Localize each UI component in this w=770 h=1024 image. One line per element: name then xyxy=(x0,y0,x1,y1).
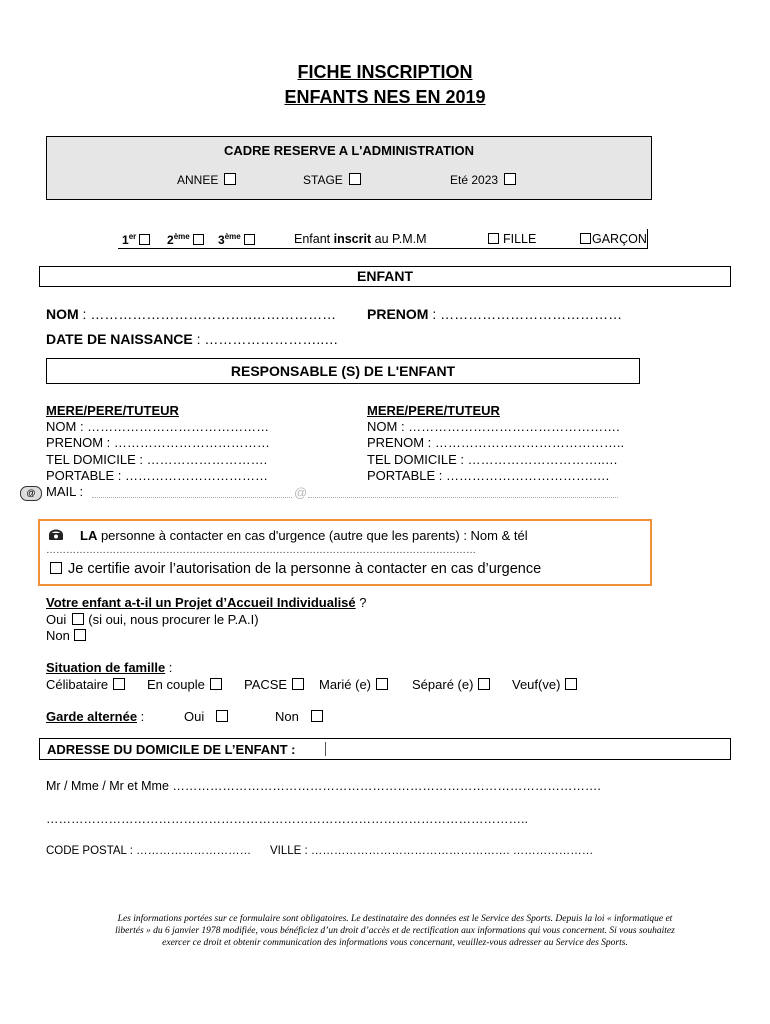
enfant-prenom[interactable] xyxy=(367,306,622,322)
page-title-line1: FICHE INSCRIPTION xyxy=(297,62,473,82)
col1-title: MERE/PERE/TUTEUR xyxy=(46,403,179,418)
mail-line-1 xyxy=(92,497,292,498)
urgence-box xyxy=(38,519,652,586)
rank-third-checkbox[interactable] xyxy=(244,234,255,245)
rank-second-sup: ème xyxy=(173,232,190,241)
responsable-col1 xyxy=(46,403,270,500)
col2-prenom[interactable]: PRENOM : …………………………………….. xyxy=(367,435,625,451)
mail-icon: @ xyxy=(20,486,42,501)
admin-ete-label: Eté 2023 xyxy=(450,173,499,187)
fille-option xyxy=(488,232,536,246)
urgence-label: personne à contacter en cas d'urgence (autre que les parents) : Nom & tél xyxy=(97,528,528,543)
rank-second-num: 2 xyxy=(167,233,174,247)
famille-opt-label: Célibataire xyxy=(46,677,109,692)
admin-ete xyxy=(450,173,516,187)
garde-oui-checkbox[interactable] xyxy=(216,710,228,722)
adresse-title: ADRESSE DU DOMICILE DE L’ENFANT : xyxy=(47,742,296,757)
famille-colon: : xyxy=(165,660,173,675)
rank-first-checkbox[interactable] xyxy=(139,234,150,245)
famille-opt-2 xyxy=(244,677,304,692)
pai-question xyxy=(46,595,366,610)
nom-label: NOM xyxy=(46,306,79,322)
ete-checkbox[interactable] xyxy=(504,173,516,185)
admin-title: CADRE RESERVE A L'ADMINISTRATION xyxy=(223,143,475,158)
stage-checkbox[interactable] xyxy=(349,173,361,185)
inscrit-word: inscrit xyxy=(333,232,372,246)
famille-opt-label: En couple xyxy=(147,677,205,692)
famille-opt-4 xyxy=(412,677,490,692)
col1-portable[interactable]: PORTABLE : …………………………… xyxy=(46,467,268,483)
col2-nom[interactable]: NOM : …………………………………………. xyxy=(367,419,620,435)
pmm-text: au P.M.M xyxy=(374,232,427,246)
footer-note xyxy=(70,913,720,949)
nom-field[interactable]: : ……………………………..……………… xyxy=(78,306,337,322)
dob-label: DATE DE NAISSANCE xyxy=(46,331,193,347)
prenom-field[interactable]: : ………………………………… xyxy=(428,306,623,322)
annee-checkbox[interactable] xyxy=(224,173,236,185)
pacse-checkbox[interactable] xyxy=(292,678,304,690)
famille-opt-label: Veuf(ve) xyxy=(512,677,561,692)
pai-question-text: Votre enfant a-t-il un Projet d’Accueil Individualisé xyxy=(46,595,356,610)
rank-third-sup: ème xyxy=(224,232,241,241)
col1-tel[interactable]: TEL DOMICILE : ………………………. xyxy=(46,451,268,467)
garde-title xyxy=(46,709,144,724)
pai-oui-note: (si oui, nous procurer le P.A.I) xyxy=(88,612,259,627)
at-sign: @ xyxy=(294,485,308,500)
garcon-label: GARÇON xyxy=(592,232,647,246)
enfant-title: ENFANT xyxy=(357,268,413,284)
famille-opt-label: Marié (e) xyxy=(319,677,372,692)
couple-checkbox[interactable] xyxy=(210,678,222,690)
col2-portable[interactable]: PORTABLE : …………………………….…. xyxy=(367,467,610,483)
fille-label: FILLE xyxy=(503,232,537,246)
rank-second-checkbox[interactable] xyxy=(193,234,204,245)
garde-non-checkbox[interactable] xyxy=(311,710,323,722)
footer-line2: libertés » du 6 janvier 1978 modifiée, vous bénéficiez d’un droit d’accès et de rectification aux informations qui vous concernent. Si vous souhaitez xyxy=(115,926,675,936)
pai-non-label: Non xyxy=(46,628,70,643)
prenom-label: PRENOM xyxy=(367,306,429,322)
admin-annee xyxy=(177,173,236,187)
garde-title-text: Garde alternée xyxy=(46,709,138,724)
rank-second xyxy=(167,232,204,247)
garcon-checkbox[interactable] xyxy=(580,233,591,244)
adresse-ville[interactable]: VILLE : ……………………………………………. ………………… xyxy=(270,845,594,857)
mail-line-2 xyxy=(308,497,618,498)
col1-nom[interactable]: NOM : …………………………………… xyxy=(46,419,270,435)
rank-first xyxy=(122,232,150,247)
text-cursor xyxy=(325,742,326,756)
footer-line3: exercer ce droit et obtenir communication des informations vous concernant, veuillez-vous adresser au Service des Sports. xyxy=(162,938,628,948)
enfant-header xyxy=(39,266,731,287)
page-title-line2: ENFANTS NES EN 2019 xyxy=(284,87,486,107)
urgence-dots[interactable]: ………………………………………………………………………………………………………………… xyxy=(46,545,476,556)
rank-third xyxy=(218,232,255,247)
famille-opt-0 xyxy=(46,677,125,692)
garde-oui-label: Oui xyxy=(184,709,205,724)
col2-title: MERE/PERE/TUTEUR xyxy=(367,403,500,418)
pai-qmark: ? xyxy=(355,595,367,610)
rank-first-sup: er xyxy=(128,232,137,241)
dob-field[interactable]: : ……………………..… xyxy=(192,331,339,347)
enfant-word: Enfant xyxy=(294,232,331,246)
adresse-cp[interactable]: CODE POSTAL : ………………………… xyxy=(46,845,252,857)
garcon-option xyxy=(580,232,647,246)
enfant-inscrit xyxy=(294,232,427,246)
veuf-checkbox[interactable] xyxy=(565,678,577,690)
rank-third-num: 3 xyxy=(218,233,225,247)
separe-checkbox[interactable] xyxy=(478,678,490,690)
adresse-mr[interactable]: Mr / Mme / Mr et Mme …………………………………………………………………………………………. xyxy=(46,779,601,793)
garde-non xyxy=(275,709,323,724)
col1-mail[interactable]: MAIL : xyxy=(46,484,84,500)
enfant-dob[interactable] xyxy=(46,331,338,347)
famille-opt-5 xyxy=(512,677,577,692)
responsable-col2 xyxy=(367,403,624,484)
pai-oui-label: Oui xyxy=(46,612,67,627)
marie-checkbox[interactable] xyxy=(376,678,388,690)
famille-opt-label: PACSE xyxy=(244,677,288,692)
celibataire-checkbox[interactable] xyxy=(113,678,125,690)
admin-box xyxy=(46,136,652,200)
certify-row xyxy=(50,561,541,577)
responsable-title: RESPONSABLE (S) DE L'ENFANT xyxy=(230,363,456,379)
pai-non xyxy=(46,628,86,643)
pai-oui-checkbox[interactable] xyxy=(72,613,84,625)
col2-tel[interactable]: TEL DOMICILE : …………………………..… xyxy=(367,451,618,467)
famille-title-text: Situation de famille xyxy=(46,660,166,675)
certify-checkbox[interactable] xyxy=(50,562,62,574)
urgence-la: LA xyxy=(80,528,98,543)
adresse-header xyxy=(39,738,731,760)
enfant-nom[interactable] xyxy=(46,306,336,322)
famille-opt-3 xyxy=(319,677,388,692)
garde-oui xyxy=(184,709,228,724)
admin-stage xyxy=(303,173,361,187)
garde-colon: : xyxy=(137,709,145,724)
certify-label: Je certifie avoir l’autorisation de la personne à contacter en cas d’urgence xyxy=(68,561,542,577)
pai-oui xyxy=(46,612,259,627)
admin-stage-label: STAGE xyxy=(303,173,343,187)
responsable-header xyxy=(46,358,640,384)
pai-non-checkbox[interactable] xyxy=(74,629,86,641)
admin-annee-label: ANNEE xyxy=(177,173,219,187)
fille-checkbox[interactable] xyxy=(488,233,499,244)
adresse-line2[interactable]: …………………………………………………………………………………………………….. xyxy=(46,812,528,826)
famille-title xyxy=(46,660,172,675)
garde-non-label: Non xyxy=(275,709,299,724)
phone-icon xyxy=(48,529,64,541)
famille-opt-label: Séparé (e) xyxy=(412,677,474,692)
footer-line1: Les informations portées sur ce formulaire sont obligatoires. Le destinataire des données est le Service des Sports. Depuis la loi « informatique et xyxy=(117,914,673,924)
urgence-text xyxy=(80,528,528,543)
col1-prenom[interactable]: PRENOM : ……………………………… xyxy=(46,435,270,451)
rank-first-num: 1 xyxy=(122,233,129,247)
famille-opt-1 xyxy=(147,677,222,692)
